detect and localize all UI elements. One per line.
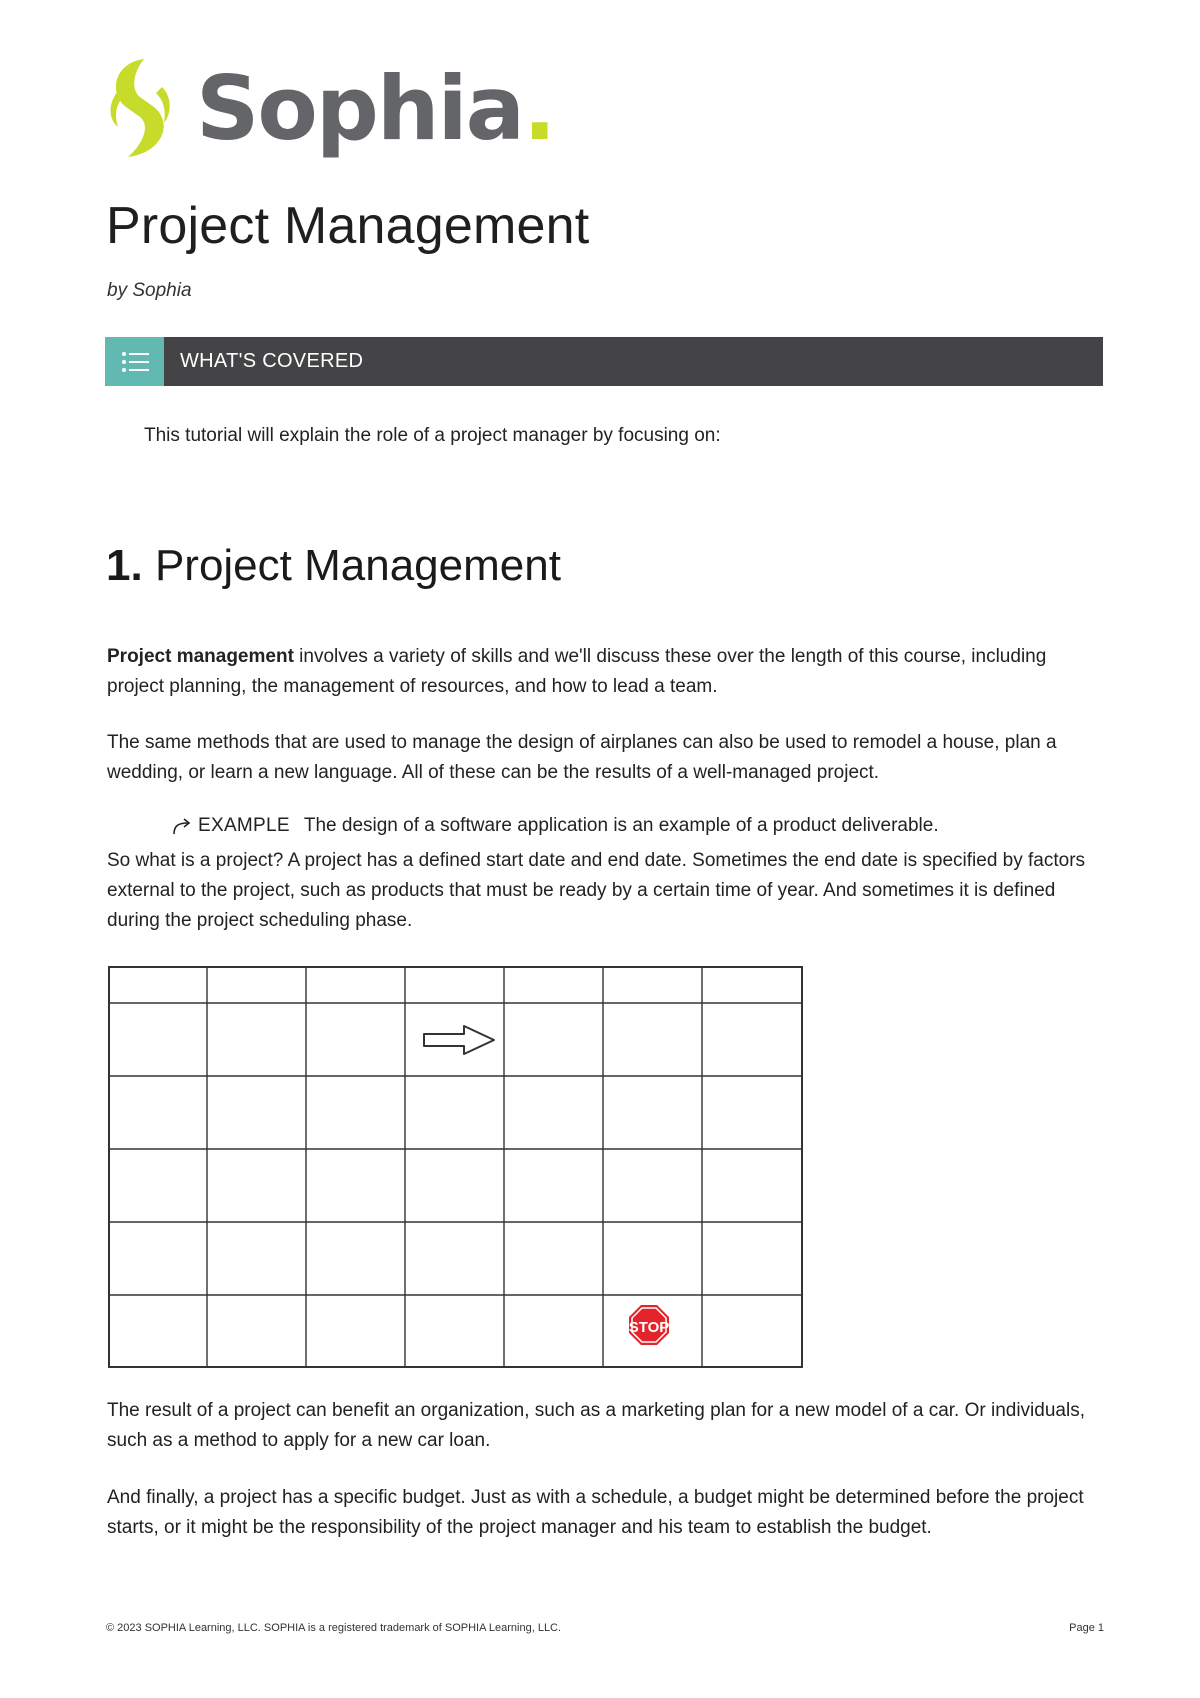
sophia-wordmark: Sophia. [196, 57, 555, 160]
sophia-leaf-logo-icon [104, 57, 176, 161]
stop-sign-text: STOP [628, 1319, 670, 1336]
example-label: EXAMPLE [198, 815, 290, 836]
covered-intro: This tutorial will explain the role of a project manager by focusing on: [144, 425, 721, 446]
paragraph-4: The result of a project can benefit an organization, such as a marketing plan for a new model of a car. Or individuals, such as a method to apply for a new car loan. [107, 1400, 1085, 1451]
whats-covered-label: WHAT'S COVERED [180, 350, 364, 372]
list-icon [105, 337, 164, 386]
section-heading [106, 541, 561, 591]
sophia-logo [104, 54, 554, 164]
paragraph-5: And finally, a project has a specific budget. Just as with a schedule, a budget might be determined before the project starts, or it might be the responsibility of the project manager and his team to establish the budget. [107, 1487, 1084, 1538]
whats-covered-bar [105, 337, 1103, 386]
grid-border [109, 967, 802, 1367]
example-text: The design of a software application is an example of a product deliverable. [303, 815, 939, 836]
paragraph-1 [107, 642, 1107, 702]
footer-page-number: Page 1 [1069, 1622, 1104, 1634]
project-timeline-figure [108, 966, 804, 1375]
example-callout [172, 815, 939, 837]
byline: by Sophia [107, 280, 192, 301]
term-project-management: Project management [107, 646, 294, 667]
paragraph-1-text: involves a variety of skills and we'll discuss these over the length of this course, including project planning, the management of resources, and how to lead a team. [107, 646, 1047, 697]
section-heading-text: Project Management [154, 541, 561, 590]
paragraph-2: The same methods that are used to manage the design of airplanes can also be used to remodel a house, plan a wedding, or learn a new language. All of these can be the results of a well-managed project. [107, 732, 1057, 783]
footer-copyright: © 2023 SOPHIA Learning, LLC. SOPHIA is a registered trademark of SOPHIA Learning, LLC. [106, 1622, 562, 1634]
paragraph-3: So what is a project? A project has a defined start date and end date. Sometimes the end date is specified by factors external to the project, such as products that must be ready by a certain time of year. And sometimes it is defined during the project scheduling phase. [107, 850, 1086, 931]
share-arrow-icon [172, 817, 194, 835]
page-title: Project Management [106, 197, 590, 255]
section-number: 1. [106, 541, 143, 590]
